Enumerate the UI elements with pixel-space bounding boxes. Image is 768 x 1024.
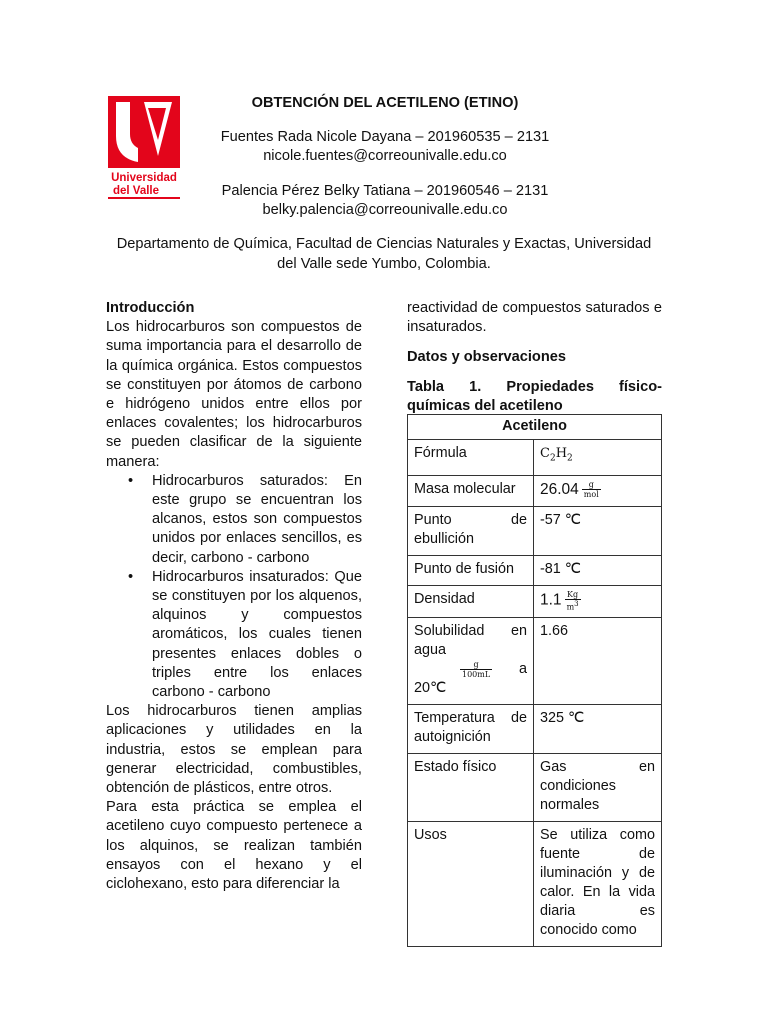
solubility-key-a: a <box>518 661 527 678</box>
table-caption-line-1: Tabla 1. Propiedades físico- <box>407 378 662 395</box>
solubility-key-line-1: Solubilidad en agua <box>414 623 527 659</box>
hydrocarbon-list <box>106 472 362 702</box>
row-key: Temperatura de autoignición <box>408 705 534 754</box>
row-key: Punto de fusión <box>408 555 534 585</box>
molar-mass-number: 26.04 <box>540 480 579 498</box>
row-value: Se utiliza como fuente de iluminación y de calor. En la vida diaria es conocido como <box>534 822 662 947</box>
density-value <box>534 585 662 618</box>
table-row <box>408 754 662 822</box>
table-row <box>408 440 662 476</box>
molar-mass-value <box>534 475 662 506</box>
list-item: • Hidrocarburos insaturados: Que se constituyen por los alquenos, alquinos y compuestos aromáticos, los cuales tienen presentes enlaces dobles o triples entre los enlaces carbono - carbono <box>152 568 362 702</box>
formula-sub-2: 2 <box>567 453 573 464</box>
density-number: 1.1 <box>540 591 562 609</box>
intro-paragraph-3-continued: reactividad de compuestos saturados e insaturados. <box>407 300 662 336</box>
table-row <box>408 585 662 618</box>
solubility-key <box>408 618 534 705</box>
data-heading: Datos y observaciones <box>407 349 566 366</box>
intro-paragraph-2: Los hidrocarburos tienen amplias aplicaciones y utilidades en la industria, estos se emplean para generar electricidad, combustibles, obtención de plásticos, entre otros. <box>106 703 362 797</box>
formula-value <box>534 440 662 476</box>
table-row <box>408 705 662 754</box>
table-header-row <box>408 415 662 440</box>
author-1-line: Fuentes Rada Nicole Dayana – 201960535 – 2131 <box>220 129 550 145</box>
table-header: Acetileno <box>408 415 662 440</box>
solubility-temperature: 20℃ <box>414 680 447 697</box>
row-key: Fórmula <box>408 440 534 476</box>
introduction-heading: Introducción <box>106 300 195 316</box>
table-row <box>408 822 662 947</box>
logo-name-line1: Universidad <box>111 172 177 184</box>
row-value: -57 ℃ <box>534 506 662 555</box>
density-unit: $\frac{Kg}{m^3}$ <box>566 589 579 612</box>
paper-title: OBTENCIÓN DEL ACETILENO (ETINO) <box>251 95 519 111</box>
table-row <box>408 618 662 705</box>
row-key: Densidad <box>408 585 534 618</box>
logo-name-line2: del Valle <box>112 185 160 197</box>
author-2 <box>180 182 590 220</box>
author-2-line: Palencia Pérez Belky Tatiana – 201960546 – 2131 <box>221 183 549 199</box>
row-key: Masa molecular <box>408 475 534 506</box>
row-value: -81 ℃ <box>534 555 662 585</box>
author-1-email[interactable]: nicole.fuentes@correounivalle.edu.co <box>263 148 507 164</box>
row-value: Gas en condiciones normales <box>534 754 662 822</box>
affiliation: Departamento de Química, Facultad de Ciencias Naturales y Exactas, Universidad del Valle sede Yumbo, Colombia. <box>116 236 652 272</box>
row-key: Estado físico <box>408 754 534 822</box>
formula-sub-1: 2 <box>549 453 556 464</box>
solubility-unit: $\frac{g}{100mL}$ <box>462 660 491 680</box>
intro-paragraph-1: Los hidrocarburos son compuestos de suma importancia para el desarrollo de la química orgánica. Estos compuestos se constituyen por átomos de carbono e hidrógeno unidos entre ellos por enlaces covalentes; los hidrocarburos se pueden clasificar de la siguiente manera: <box>106 319 362 470</box>
introduction-section <box>106 299 362 894</box>
row-key: Punto de ebullición <box>408 506 534 555</box>
right-column <box>407 299 662 416</box>
molar-mass-unit: $\frac{g}{\text{mol}}$ <box>583 480 599 500</box>
table-row <box>408 555 662 585</box>
row-key: Usos <box>408 822 534 947</box>
formula-h: H <box>555 446 568 461</box>
row-value: 325 ℃ <box>534 705 662 754</box>
author-1 <box>180 128 590 166</box>
author-2-email[interactable]: belky.palencia@correounivalle.edu.co <box>262 202 508 218</box>
intro-paragraph-3: Para esta práctica se emplea el acetileno cuyo compuesto pertenece a los alquinos, se realizan también ensayos con el hexano y el ciclohexano, esto para diferenciar la <box>106 799 362 893</box>
table-row <box>408 506 662 555</box>
table-row <box>408 475 662 506</box>
list-item: • Hidrocarburos saturados: En este grupo se encuentran los alcanos, estos son compuestos unidos por enlaces sencillos, es decir, carbono - carbono <box>152 472 362 568</box>
properties-table <box>407 414 662 947</box>
formula-c: C <box>540 446 550 461</box>
university-logo <box>108 96 180 200</box>
row-value: 1.66 <box>534 618 662 705</box>
table-caption-line-2: químicas del acetileno <box>407 397 563 414</box>
